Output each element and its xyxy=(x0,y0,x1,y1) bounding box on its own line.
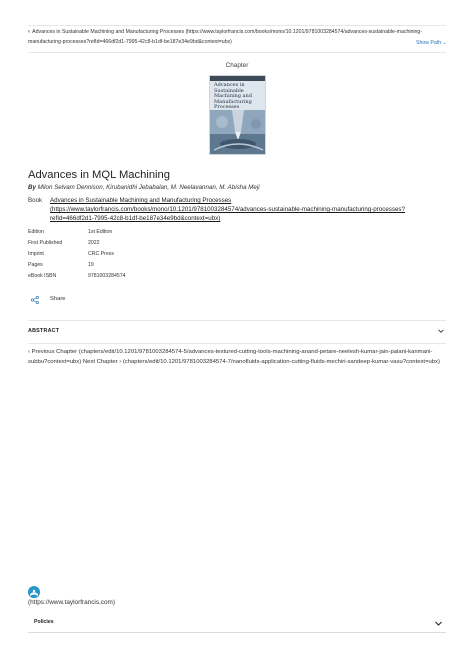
book-cover-image xyxy=(209,75,266,155)
taylor-francis-logo[interactable] xyxy=(28,586,40,598)
by-label: By xyxy=(28,184,36,191)
chapter-label: Chapter xyxy=(225,62,249,69)
cover-machining-image xyxy=(210,110,266,155)
chevron-right-icon: › xyxy=(119,358,122,365)
meta-key-pages: Pages xyxy=(28,262,43,268)
chevron-left-icon: ‹ xyxy=(28,29,30,35)
show-path-label: Show Path xyxy=(416,40,442,46)
share-icon[interactable] xyxy=(31,296,39,304)
abstract-bottom-rule xyxy=(28,343,446,344)
authors-line xyxy=(28,184,260,191)
logo-glyph xyxy=(28,587,40,598)
meta-value-edition: 1st Edition xyxy=(88,229,113,235)
meta-key-ebook-isbn: eBook ISBN xyxy=(28,273,57,279)
abstract-top-rule xyxy=(28,320,446,321)
breadcrumb-link[interactable]: Advances in Sustainable Machining and Manufacturing Processes (https://www.taylorfrancis.com/books/mono/10.1201/9781003284574/advances-sustainable-machining-manufacturing-processes?refId=466df2d1-7995-42c8-b1df-be187e34e9bd&context=ubx) xyxy=(28,29,423,45)
next-chapter-url[interactable]: (chapters/edit/10.1201/9781003284574-7/nanofluids-application-cutting-fluids-mechiri-sandeep-kumar-vasu?context=ubx) xyxy=(122,358,440,365)
abstract-heading[interactable]: ABSTRACT xyxy=(28,328,60,334)
book-label: Book xyxy=(28,197,43,204)
book-link-container xyxy=(50,196,446,224)
meta-value-ebook-isbn: 9781003284574 xyxy=(88,273,126,279)
previous-chapter-link[interactable]: Previous Chapter (chapters/edit/10.1201/9781003284574-5/advances-textured-cutting-tools-machining-anand-petare-neelesh-kumar-jain-palani-kanmani-subbu?context=ubx) xyxy=(28,349,433,365)
policies-heading[interactable]: Policies xyxy=(34,619,54,625)
breadcrumb-top-rule xyxy=(28,25,446,26)
author-names: Milon Selvam Dennison, Kirubanidhi Jebabalan, M. Neelavannan, M. Abisha Meji xyxy=(37,184,260,191)
chapter-title: Advances in MQL Machining xyxy=(28,169,170,181)
home-link[interactable]: (https://www.taylorfrancis.com) xyxy=(28,599,116,606)
meta-value-pages: 19 xyxy=(88,262,94,268)
chevron-left-icon: ‹ xyxy=(28,349,30,355)
meta-key-imprint: Imprint xyxy=(28,251,44,257)
meta-value-first-published: 2022 xyxy=(88,240,100,246)
chevron-down-icon[interactable] xyxy=(437,327,445,335)
meta-value-imprint: CRC Press xyxy=(88,251,114,257)
show-path-button[interactable] xyxy=(416,40,447,46)
book-link[interactable]: Advances in Sustainable Machining and Manufacturing Processes (https://www.taylorfrancis.com/books/mono/10.1201/9781003284574/advances-sustainable-machining-manufacturing-processes?refId=466df2d1-7995-42c8-b1df-be187e34e9bd&context=ubx) xyxy=(50,197,405,223)
share-button[interactable]: Share xyxy=(50,296,66,302)
chevron-down-icon[interactable] xyxy=(434,619,443,628)
cover-title: Advances in Sustainable Machining and Manufacturing Processes xyxy=(214,82,252,111)
chapter-navigation xyxy=(28,348,448,367)
breadcrumb-bottom-rule xyxy=(28,52,446,53)
footer-rule xyxy=(28,632,446,633)
meta-key-first-published: First Published xyxy=(28,240,63,246)
next-chapter-link[interactable]: Next Chapter xyxy=(82,358,118,365)
breadcrumb[interactable] xyxy=(28,28,448,47)
cover-top-strip xyxy=(210,76,266,81)
meta-key-edition: Edition xyxy=(28,229,44,235)
chevron-down-icon: ⌄ xyxy=(442,40,447,46)
